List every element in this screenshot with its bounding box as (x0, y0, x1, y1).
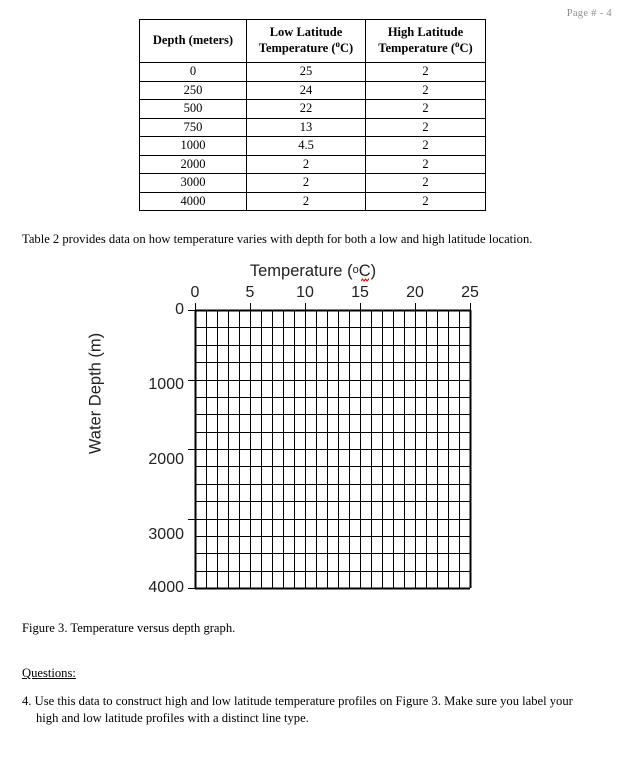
cell-low-latitude: 2 (247, 192, 366, 211)
column-header-low-latitude-units: Temperature ($^o$C) (258, 38, 354, 55)
table-row (140, 81, 486, 100)
cell-low-latitude: 13 (247, 118, 366, 137)
cell-low-latitude: 2 (247, 155, 366, 174)
cell-low-latitude: 4.5 (247, 137, 366, 156)
column-header-high-latitude: High Latitude Temperature ($^o$C) (366, 20, 486, 63)
y-axis-title: Water Depth (m) (86, 332, 105, 455)
table-header-row (140, 20, 486, 63)
cell-high-latitude: 2 (366, 192, 486, 211)
cell-depth: 750 (140, 118, 247, 137)
x-tick-label-5: 5 (245, 284, 255, 301)
temperature-depth-chart (0, 262, 626, 602)
cell-depth: 1000 (140, 137, 247, 156)
cell-high-latitude: 2 (366, 155, 486, 174)
column-header-depth: Depth (meters) (140, 20, 247, 63)
cell-depth: 500 (140, 100, 247, 119)
cell-depth: 2000 (140, 155, 247, 174)
temperature-depth-table-container (139, 19, 485, 211)
cell-depth: 250 (140, 81, 247, 100)
table-body (140, 63, 486, 211)
x-tick-label-20: 20 (406, 284, 424, 301)
cell-high-latitude: 2 (366, 174, 486, 193)
cell-depth: 4000 (140, 192, 247, 211)
cell-depth: 3000 (140, 174, 247, 193)
table-row (140, 155, 486, 174)
table-row (140, 137, 486, 156)
table-row (140, 174, 486, 193)
column-header-low-latitude: Low Latitude Temperature ($^o$C) (247, 20, 366, 63)
temperature-depth-table (139, 19, 486, 211)
page-number-header: Page # - 4 (566, 8, 612, 19)
cell-high-latitude: 2 (366, 137, 486, 156)
column-header-high-latitude-units: Temperature ($^o$C) (378, 38, 473, 55)
y-tick-label-2000: 2000 (148, 451, 184, 468)
question-4-line2: high and low latitude profiles with a distinct line type. (36, 711, 309, 725)
x-tick-label-15: 15 (351, 284, 369, 301)
cell-depth: 0 (140, 63, 247, 82)
x-tick-label-25: 25 (461, 284, 479, 301)
question-4 (22, 693, 596, 727)
cell-high-latitude: 2 (366, 81, 486, 100)
y-tick-label-1000: 1000 (148, 376, 184, 393)
cell-low-latitude: 24 (247, 81, 366, 100)
cell-low-latitude: 22 (247, 100, 366, 119)
cell-high-latitude: 2 (366, 100, 486, 119)
y-tick-label-4000: 4000 (148, 579, 184, 596)
cell-low-latitude: 2 (247, 174, 366, 193)
chart-title-unit-misspelled: oC (353, 262, 371, 281)
cell-high-latitude: 2 (366, 118, 486, 137)
plot-grid (0, 262, 626, 602)
table-row (140, 118, 486, 137)
x-tick-label-10: 10 (296, 284, 314, 301)
y-tick-label-3000: 3000 (148, 526, 184, 543)
chart-title-suffix: ) (370, 262, 377, 280)
table-row (140, 63, 486, 82)
figure-caption: Figure 3. Temperature versus depth graph. (22, 621, 236, 635)
questions-heading: Questions: (22, 666, 76, 680)
cell-high-latitude: 2 (366, 63, 486, 82)
table-row (140, 100, 486, 119)
y-tick-label-0: 0 (175, 301, 184, 318)
table-caption: Table 2 provides data on how temperature varies with depth for both a low and high latitude location. (22, 232, 533, 246)
question-4-line1: 4. Use this data to construct high and low latitude temperature profiles on Figure 3. Make sure you label your (22, 694, 573, 708)
chart-title-prefix: Temperature ( (249, 262, 353, 280)
table-row (140, 192, 486, 211)
cell-low-latitude: 25 (247, 63, 366, 82)
x-tick-label-0: 0 (190, 284, 200, 301)
